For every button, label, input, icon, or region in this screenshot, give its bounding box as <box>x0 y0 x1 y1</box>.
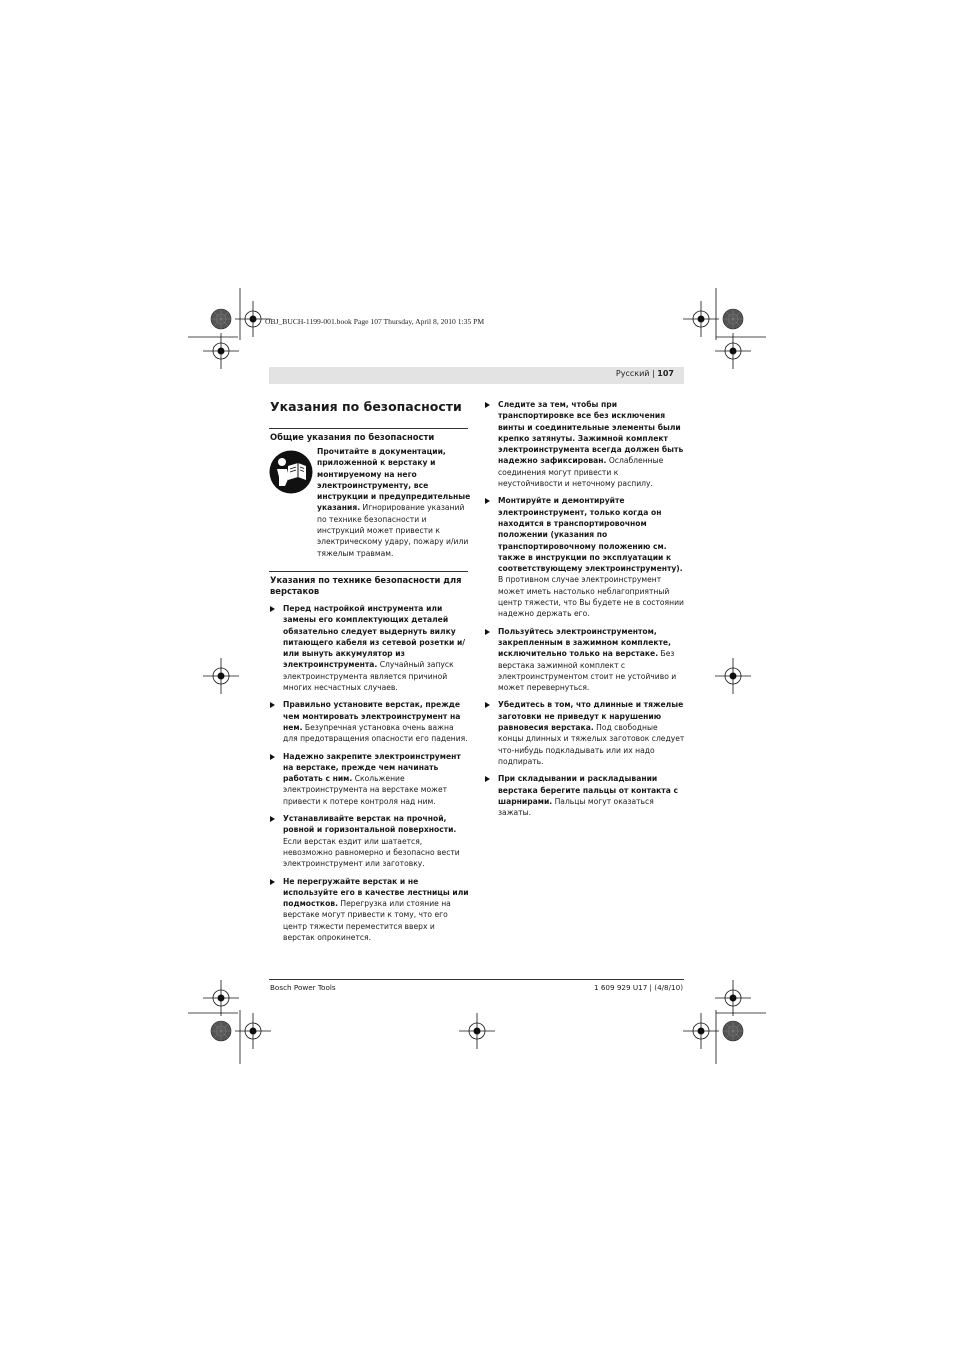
list-item <box>484 399 685 489</box>
item-bold: Перед настройкой инструмента или замены его комплектующих деталей обязательно следует выдернуть вилку питающего кабеля из сетевой розетки и/или вынуть аккумулятор из электроинструмента. <box>283 604 466 670</box>
page-header <box>616 369 674 378</box>
item-text: Под свободные концы длинных и тяжелых заготовок следует что-нибудь подкладывать или их надо подпирать. <box>498 723 685 766</box>
item-text: Пальцы могут оказаться зажаты. <box>498 796 654 818</box>
general-heading: Общие указания по безопасности <box>270 432 435 442</box>
item-text: Случайный запуск электроинструмента является причиной многих несчастных случаев. <box>283 660 454 693</box>
footer-brand: Bosch Power Tools <box>270 983 336 992</box>
item-text: Если верстак ездит или шатается, невозможно равномерно и безопасно вести электроинструмент или заготовку. <box>283 836 460 869</box>
item-bold: Надежно закрепите электроинструмент на верстаке, прежде чем начинать работать с ним. <box>283 751 461 784</box>
left-column <box>269 603 469 949</box>
workbench-rule <box>269 571 468 572</box>
list-item <box>269 699 469 744</box>
list-item <box>269 751 469 807</box>
title-rule <box>269 428 468 429</box>
general-warning-text: Игнорирование указаний по технике безопасности и инструкций может привести к электрическому удару, пожару и/или тяжелым травмам. <box>317 503 469 558</box>
list-item <box>269 603 469 693</box>
item-bold: Убедитесь в том, что длинные и тяжелые заготовки не приведут к нарушению равновесия верстака. <box>498 700 684 733</box>
list-item <box>484 773 685 818</box>
item-bold: Устанавливайте верстак на прочной, ровной и горизонтальной поверхности. <box>283 814 457 835</box>
item-text: Без верстака зажимной комплект с электроинструментом стоит не устойчиво и может перевернуться. <box>498 649 677 693</box>
header-separator: | <box>652 369 655 378</box>
read-manual-icon <box>269 450 313 494</box>
page-number: 107 <box>657 369 674 378</box>
list-item <box>484 495 685 619</box>
list-item <box>269 813 469 869</box>
item-bold: Правильно установите верстак, прежде чем монтировать электроинструмент на нем. <box>283 700 461 732</box>
item-text: В противном случае электроинструмент может иметь настолько неблагоприятный центр тяжести, что Вы будете не в состоянии надежно держать его. <box>498 575 684 619</box>
item-bold: Пользуйтесь электроинструментом, закрепленным в зажимном комплекте, исключительно только на верстаке. <box>498 626 671 659</box>
item-text: Ослабленные соединения могут привести к неустойчивости и неточному распилу. <box>498 456 664 489</box>
list-item <box>484 626 685 694</box>
item-text: Безупречная установка очень важна для предотвращения опасности его падения. <box>283 722 468 744</box>
item-bold: Монтируйте и демонтируйте электроинструмент, только когда он находится в транспортировочном положении (указания по транспортировочному положению см. также в инструкции по эксплуатации к соответствующему электроинструменту). <box>498 496 683 574</box>
item-text: Скольжение электроинструмента на верстаке может привести к потере контроля над ним. <box>283 774 448 806</box>
item-bold: Не перегружайте верстак и не используйте его в качестве лестницы или подмостков. <box>283 876 469 909</box>
general-warning <box>317 446 472 559</box>
header-language: Русский <box>615 369 650 378</box>
item-bold: Следите за тем, чтобы при транспортировке все без исключения винты и соединительные элементы были крепко затянуты. Зажимной комплект электроинструмента всегда должен быть надежно зафиксирован. <box>498 400 684 466</box>
page-header-bar <box>269 367 684 384</box>
general-warning-bold: Прочитайте в документации, приложенной к верстаку и монтируемому на него электроинструменту, все инструкции и предупредительные указания. <box>317 447 471 513</box>
footer-rule <box>269 979 684 980</box>
section-title: Указания по безопасности <box>270 399 462 414</box>
footer-doc-code: 1 609 929 U17 | (4/8/10) <box>594 983 684 992</box>
list-item <box>484 699 685 767</box>
list-item <box>269 876 469 944</box>
workbench-heading: Указания по технике безопасности для верстаков <box>270 575 462 596</box>
right-column <box>484 399 685 824</box>
item-text: Перегрузка или стояние на верстаке могут привести к тому, что его центр тяжести переместится вверх и верстак опрокинется. <box>283 899 451 943</box>
print-slug: OBJ_BUCH-1199-001.book Page 107 Thursday, April 8, 2010 1:35 PM <box>265 317 485 326</box>
item-bold: При складывании и раскладывании верстака берегите пальцы от контакта с шарнирами. <box>498 774 678 806</box>
